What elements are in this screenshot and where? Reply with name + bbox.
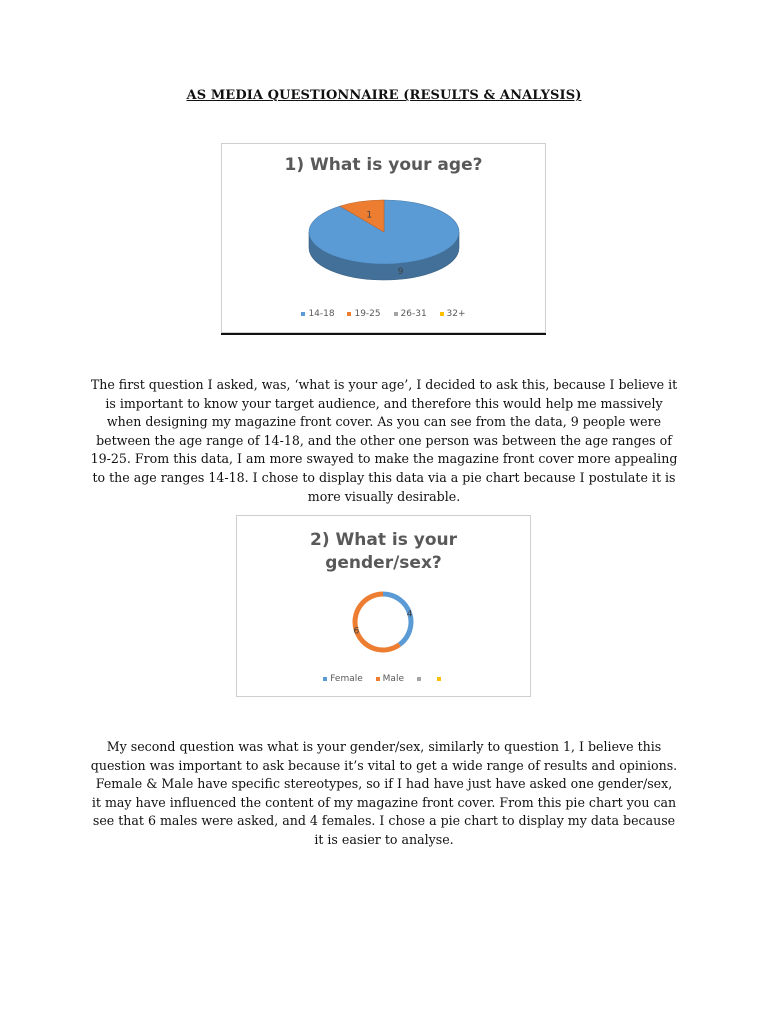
chart-legend [222, 309, 545, 319]
gender-doughnut-chart [236, 515, 531, 697]
chart-title-text: 2) What is your gender/sex? [310, 530, 457, 573]
legend-item [417, 674, 424, 684]
data-label: 9 [397, 266, 404, 277]
divider-line [221, 333, 546, 335]
legend-label: 14-18 [308, 309, 335, 319]
legend-swatch [440, 312, 444, 316]
legend-swatch [417, 677, 421, 681]
legend-item [323, 674, 363, 684]
data-label: 4 [406, 609, 413, 620]
legend-item [376, 674, 404, 684]
legend-swatch [323, 677, 327, 681]
legend-item [437, 674, 444, 684]
legend-item [301, 309, 334, 319]
chart-title: 1) What is your age? [284, 155, 483, 175]
legend-label: 32+ [446, 309, 466, 319]
page-title: AS MEDIA QUESTIONNAIRE (RESULTS & ANALYSIS) [186, 88, 582, 103]
legend-label: 19-25 [354, 309, 381, 319]
data-label: 1 [366, 210, 373, 221]
legend-swatch [376, 677, 380, 681]
gender-doughnut-plot [237, 516, 532, 698]
legend-item [347, 309, 380, 319]
doughnut-segment [355, 594, 399, 650]
legend-item [440, 309, 466, 319]
age-pie-plot [222, 144, 547, 334]
legend-label: Female [330, 674, 363, 684]
legend-swatch [301, 312, 305, 316]
legend-swatch [437, 677, 441, 681]
legend-swatch [394, 312, 398, 316]
legend-item [394, 309, 427, 319]
age-pie-chart [221, 143, 546, 333]
analysis-paragraph-2: My second question was what is your gender/sex, similarly to question 1, I believe this question was important to ask because it’s vital to get a wide range of results and opinions. Female & Male have specific stereotypes, so if I had have just have asked one gender/sex, it may have influenced the content of my magazine front cover. From this pie chart you can see that 6 males were asked, and 4 females. I chose a pie chart to display my data because it is easier to analyse. [90, 739, 678, 847]
legend-label: Male [382, 674, 404, 684]
data-label: 6 [353, 626, 360, 637]
analysis-paragraph-1: The first question I asked, was, ‘what is your age’, I decided to ask this, because I believe it is important to know your target audience, and therefore this would help me massively when designing my magazine front cover. As you can see from the data, 9 people were between the age range of 14-18, and the other one person was between the age ranges of 19-25. From this data, I am more swayed to make the magazine front cover more appealing to the age ranges 14-18. I chose to display this data via a pie chart because I postulate it is more visually desirable. [90, 377, 678, 504]
chart-legend [237, 674, 530, 684]
legend-label: 26-31 [400, 309, 427, 319]
legend-swatch [347, 312, 351, 316]
